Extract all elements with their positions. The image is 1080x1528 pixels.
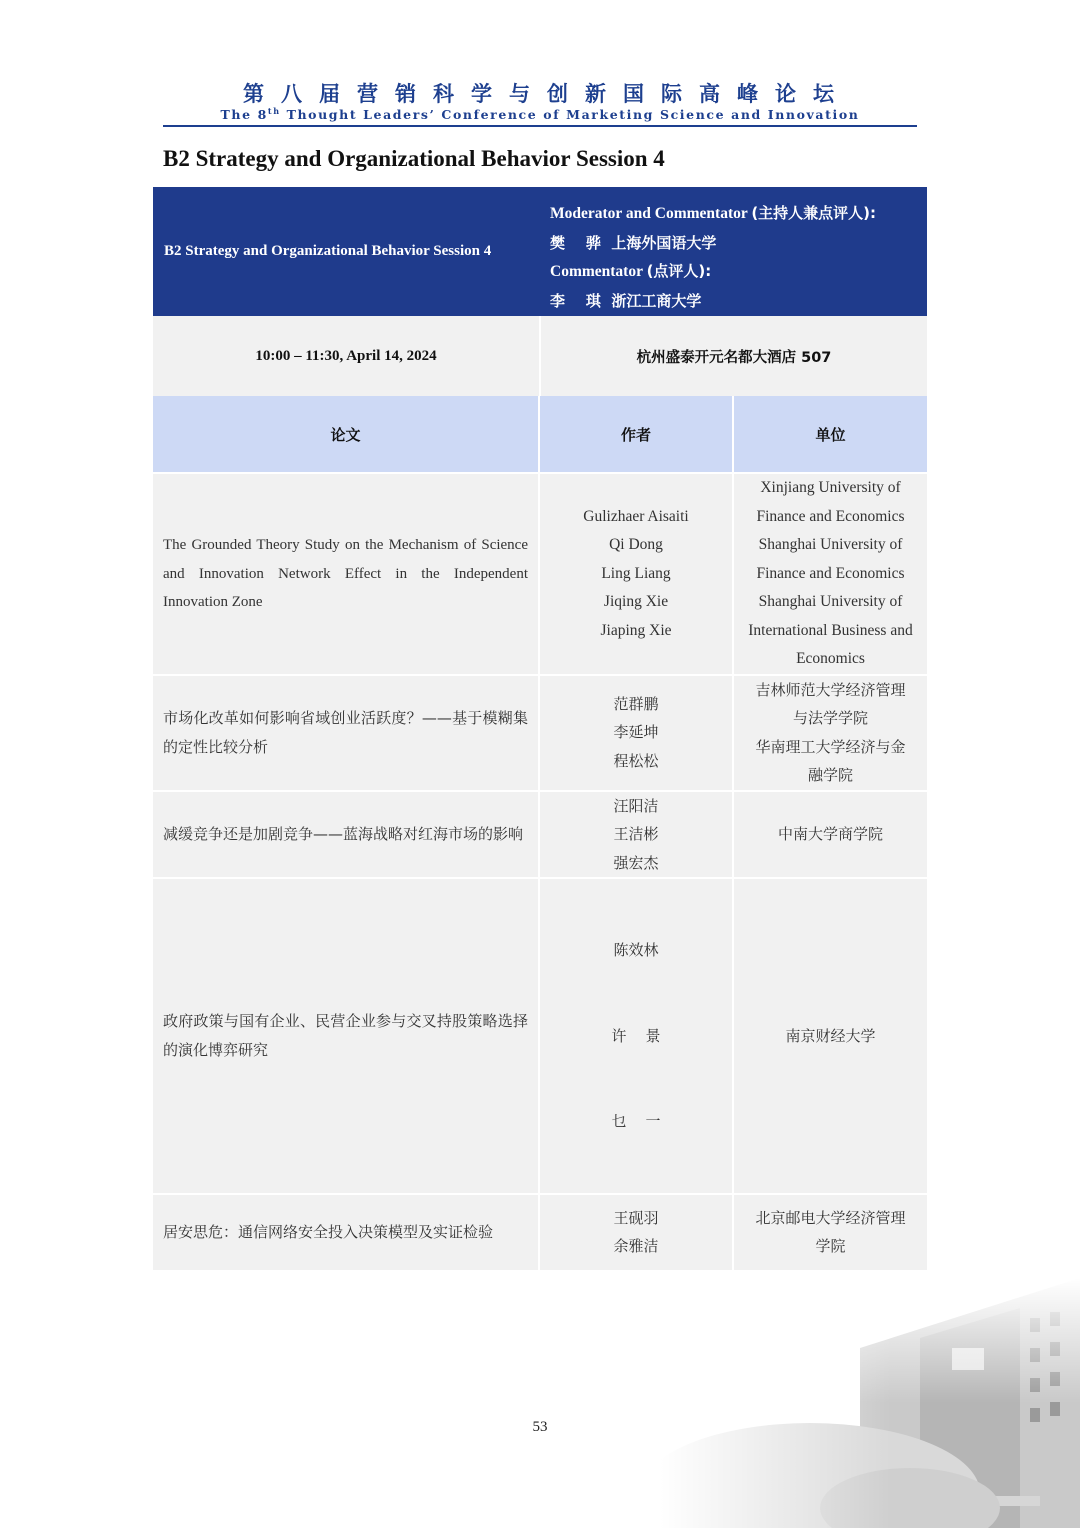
campus-building-icon [660, 1278, 1080, 1528]
commentator-name: 李 琪 浙江工商大学 [550, 291, 702, 310]
paper-title: 市场化改革如何影响省域创业活跃度？——基于模糊集的定性比较分析 [153, 676, 540, 792]
session-banner [153, 187, 927, 316]
conference-title-en: The 8th Thought Leaders’ Conference of Marketing Science and Innovation [220, 106, 860, 123]
header-authors: 作者 [540, 396, 734, 474]
table-row [153, 879, 927, 1195]
paper-authors: Gulizhaer Aisaiti Qi Dong Ling Liang Jiqing Xie Jiaping Xie [540, 474, 734, 676]
session-location: 杭州盛泰开元名都大酒店 507 [541, 316, 927, 396]
paper-affiliations: 南京财经大学 [734, 879, 927, 1195]
moderator-name: 樊 骅 上海外国语大学 [550, 233, 717, 252]
paper-authors: 陈效林 许 景 乜 一 [540, 879, 734, 1195]
paper-title: The Grounded Theory Study on the Mechanism of Science and Innovation Network Effect in the Independent Innovation Zone [153, 474, 540, 676]
session-time: 10:00 – 11:30, April 14, 2024 [153, 316, 539, 396]
table-row [153, 474, 927, 676]
table-row [153, 1195, 927, 1272]
banner-session-name: B2 Strategy and Organizational Behavior Session 4 [164, 243, 492, 259]
paper-title: 居安思危：通信网络安全投入决策模型及实证检验 [153, 1195, 540, 1272]
table-row [153, 792, 927, 880]
header-divider [163, 125, 917, 127]
page-number: 53 [532, 1419, 548, 1435]
moderator-label: Moderator and Commentator (主持人兼点评人): [550, 204, 877, 222]
conference-title-cn: 第八届营销科学与创新国际高峰论坛 [243, 82, 851, 106]
papers-table [153, 396, 927, 1272]
paper-title: 政府政策与国有企业、民营企业参与交叉持股策略选择的演化博弈研究 [153, 879, 540, 1195]
header-affiliation: 单位 [734, 396, 927, 474]
paper-title: 减缓竞争还是加剧竞争——蓝海战略对红海市场的影响 [153, 792, 540, 880]
paper-authors: 范群鹏 李延坤 程松松 [540, 676, 734, 792]
banner-moderators [550, 199, 876, 315]
paper-authors: 汪阳洁 王洁彬 强宏杰 [540, 792, 734, 880]
paper-affiliations: 北京邮电大学经济管理 学院 [734, 1195, 927, 1272]
paper-affiliations: Xinjiang University of Finance and Economics Shanghai University of Finance and Economics Shanghai University of International Business and Economics [734, 474, 927, 676]
paper-affiliations: 吉林师范大学经济管理 与法学学院 华南理工大学经济与金 融学院 [734, 676, 927, 792]
table-row [153, 676, 927, 792]
commentator-label: Commentator (点评人): [550, 262, 712, 280]
paper-affiliations: 中南大学商学院 [734, 792, 927, 880]
header-paper: 论文 [153, 396, 540, 474]
session-title: B2 Strategy and Organizational Behavior Session 4 [163, 146, 665, 171]
session-info-row [153, 316, 927, 396]
table-header-row [153, 396, 927, 474]
paper-authors: 王砚羽 余雅洁 [540, 1195, 734, 1272]
